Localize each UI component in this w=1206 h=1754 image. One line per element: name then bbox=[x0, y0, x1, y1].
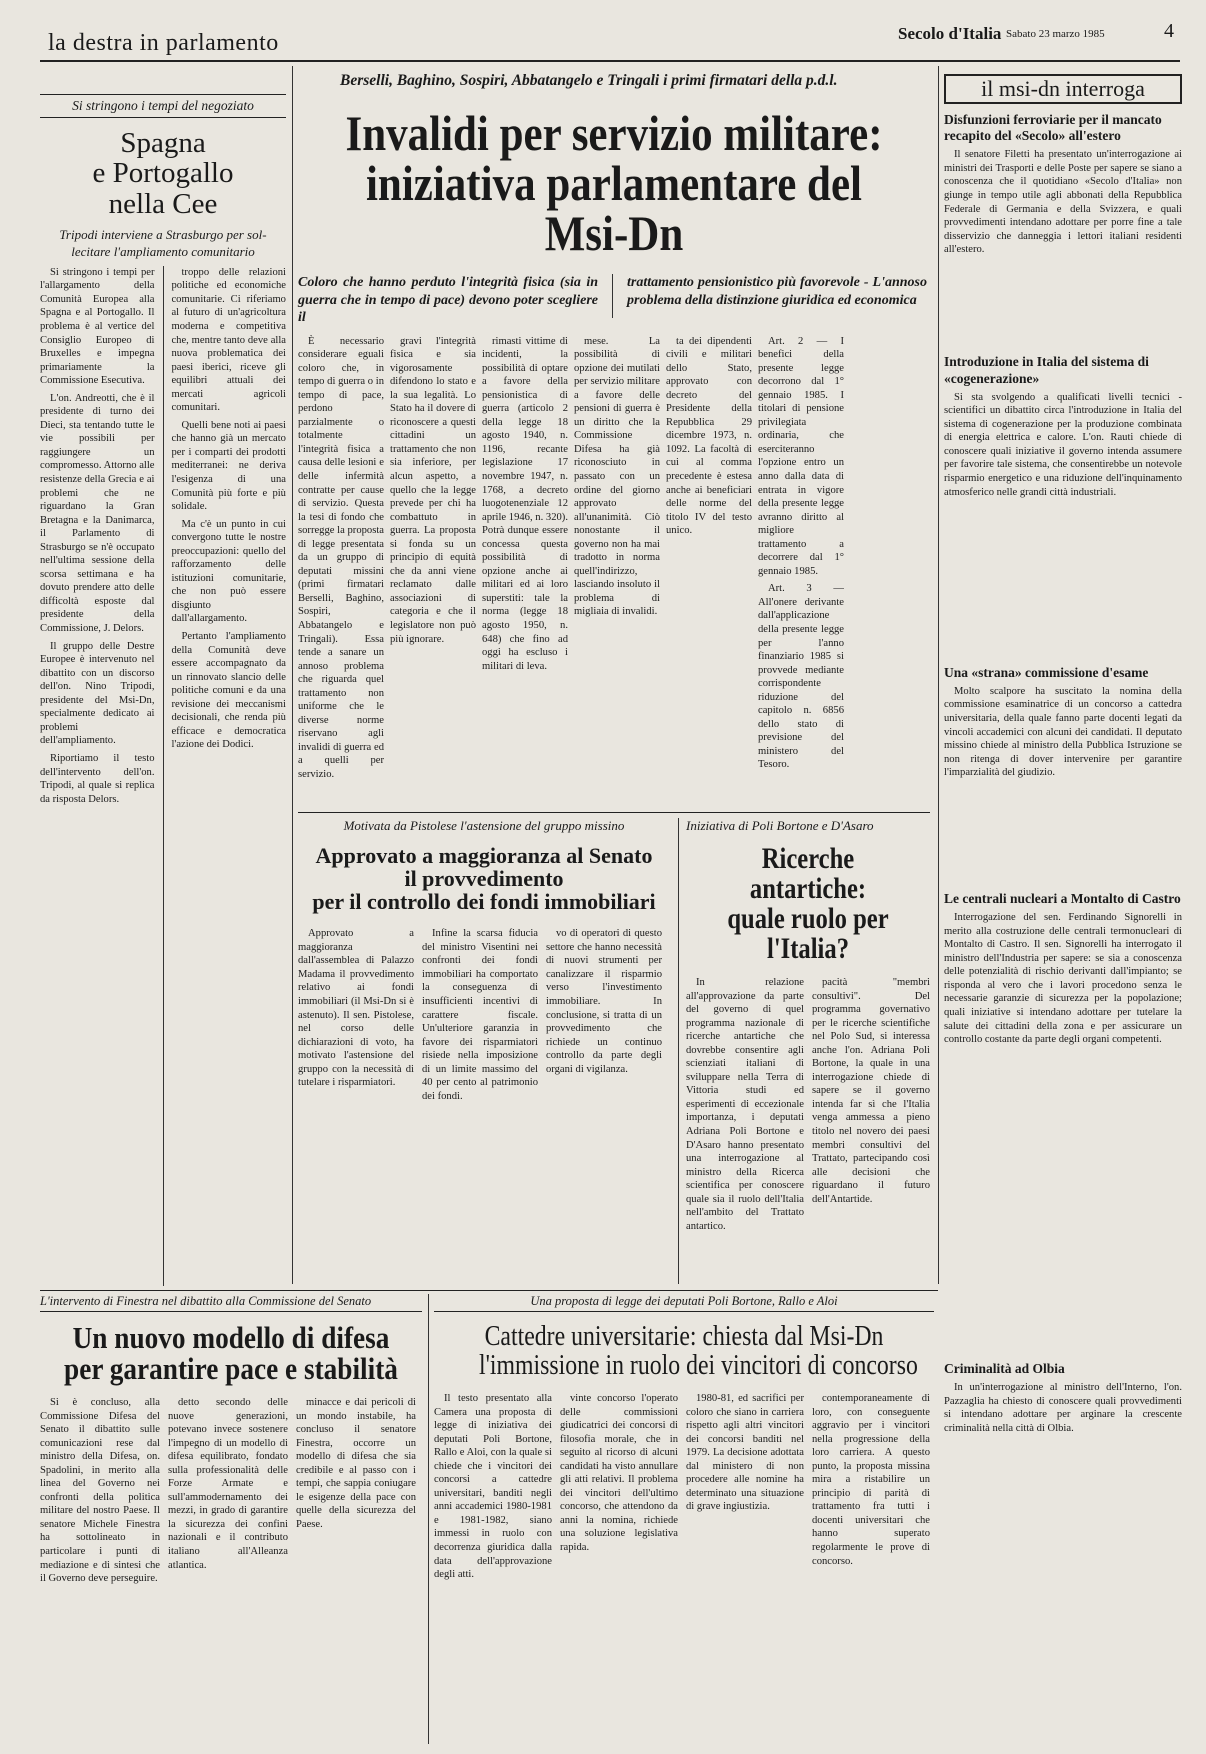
paragraph: troppo delle relazioni politiche ed economiche comunitarie. Ci riferiamo al futuro di un'agricoltura moderna e competitiva che, mentre tanto deve alla nuova problematica dei paesi iberici, riceve gli equilibri attuali dei mercati agricoli comunitari. bbox=[171, 266, 286, 414]
paragraph: Quelli bene noti ai paesi che hanno già un mercato per i comparti dei prodotti mediterranei: ne deriva l'esigenza di una Comunità più forte e più solidale. bbox=[171, 419, 286, 513]
main-article bbox=[298, 72, 930, 812]
senate-col bbox=[546, 927, 662, 1287]
paragraph: 1980-81, ed sacrifici per coloro che siano in carriera rispetto agli altri vincitori dei concorsi banditi nel 1979. La decisione adottata dal ministero di non procedere alle nomine ha determinato una situazione di grave ingiustizia. bbox=[686, 1393, 804, 1513]
university-title-line: Cattedre universitarie: chiesta dal Msi-Dn bbox=[484, 1320, 884, 1352]
main-title-line: iniziativa parlamentare del Msi-Dn bbox=[365, 155, 863, 261]
senate-article-kicker: Motivata da Pistolese l'astensione del gruppo missino bbox=[343, 818, 625, 833]
sidebar-item-title: Una «strana» commissione d'esame bbox=[944, 664, 1149, 680]
senate-title-line: per il controllo dei fondi immobiliari bbox=[312, 889, 656, 915]
left-article bbox=[40, 66, 286, 1284]
sidebar-item-text bbox=[944, 391, 1182, 655]
paragraph: Art. 3 — All'onere derivante dall'applicazione della presente legge per l'anno finanziario 1985 si provvede mediante corrispondente riduzione del capitolo n. 6856 dello stato di previsione del ministero del Tesoro. bbox=[758, 583, 844, 771]
main-col bbox=[574, 335, 660, 875]
paragraph: Il testo presentato alla Camera una proposta di legge di iniziativa dei deputati Poli Bortone, Rallo e Aloi, con la quale si chiede che i vincitori dei concorsi a cattedre universitari, banditi negli anni accademici 1980-1981 e 1981-1982, siano immessi in ruolo con decorrenza giuridica dalla data dell'approvazione degli atti. bbox=[434, 1393, 552, 1581]
paragraph: L'on. Andreotti, che è il presidente di turno dei Dieci, sta tentando tutte le vie possibili per raggiungere un compromesso. Attorno alle resistenze della Grecia e ai problemi che ne riguardano la Gran Bretagna e la Danimarca, il Parlamento di Strasburgo se n'è occupato nell'ultima sessione della scorsa settimana e ha dovuto prendere atto delle difficoltà esposte dal presidente della Commissione, J. Delors. bbox=[40, 392, 155, 635]
main-col bbox=[482, 335, 568, 875]
paragraph: È necessario considerare eguali coloro che, in tempo di guerra o in tempo di pace, perdono parzialmente o totalmente l'integrità fisica a causa delle lesioni e delle infermità contratte per cause di servizio. Questa la tesi di fondo che sorregge la proposta di legge presentata da un gruppo di deputati missini (primi firmatari Berselli, Baghino, Sospiri, Abbatangelo e Tringali). Essa tende a sanare un annoso problema che riguarda quel trattamento non uniforme che le diverse norme riservano agli invalidi di guerra ed a quelli per servizio. bbox=[298, 335, 384, 780]
antarctic-title-line: quale ruolo per l'Italia? bbox=[727, 902, 889, 965]
defense-article-kicker: L'intervento di Finestra nel dibattito alla Commissione del Senato bbox=[40, 1294, 422, 1312]
paragraph: mese. La possibilità di opzione dei mutilati per servizio militare a favore delle pensioni di guerra è un diritto che la Commissione Difesa ha già riconosciuto in passato con un ordine del giorno approvato all'unanimità. Ciò nonostante il governo non ha mai tradotto in norma quell'indirizzo, lasciando insoluto il problema di migliaia di invalidi. bbox=[574, 335, 660, 618]
paragraph: Si è concluso, alla Commissione Difesa del Senato il dibattito sulle comunicazioni rese dal ministro della Difesa, on. Spadolini, in merito alla linea del Governo nei confronti della politica militare del nostro Paese. Il senatore Michele Finestra ha sottolineato in particolare i punti di mediazione e di sintesi che il Governo deve perseguire. bbox=[40, 1397, 160, 1585]
left-article-col2 bbox=[171, 266, 286, 1286]
paragraph: Pertanto l'ampliamento della Comunità deve essere accompagnato da un rinnovato slancio delle politiche comuni e da una revisione dei meccanismi decisionali, che renda più efficace e democratica l'azione dei Dodici. bbox=[171, 631, 286, 751]
senate-article bbox=[298, 818, 670, 1284]
antarctic-article bbox=[686, 818, 930, 1284]
paragraph: In un'interrogazione al ministro dell'Interno, l'on. Pazzaglia ha chiesto di conoscere quali provvedimenti si intendano adottare per arginare la crescente criminalità nella città di Olbia. bbox=[944, 1382, 1182, 1434]
main-col bbox=[298, 335, 384, 875]
university-article-kicker: Una proposta di legge dei deputati Poli Bortone, Rallo e Aloi bbox=[434, 1294, 934, 1312]
university-article bbox=[434, 1294, 934, 1744]
paragraph: In relazione all'approvazione da parte del governo di quel programma nazionale di ricerche antartiche che dovrebbe consentire agli scienziati italiani di sviluppare nella Terra di Vittoria studi ed esperimenti di eccezionale importanza, i deputati Adriana Poli Bortone e D'Asaro hanno presentato una interrogazione al ministro della Ricerca scientifica per conoscere quale sia il ruolo dell'Italia nell'ambito del Trattato antartico. bbox=[686, 977, 804, 1232]
defense-title-line: per garantire pace e stabilità bbox=[64, 1351, 398, 1386]
main-article-kicker: Berselli, Baghino, Sospiri, Abbatangelo e Tringali i primi firmatari della p.d.l. bbox=[340, 72, 838, 89]
paragraph: Il senatore Filetti ha presentato un'interrogazione ai ministri dei Trasporti e delle Poste per sapere se siano a conoscenza che il quotidiano «Secolo d'Italia» non giunge in tempo utile agli abbonati della Repubblica Federale di Germania e della Svizzera, e quali provvedimenti intendano adottare per porre fine a tale disservizio che danneggia i lettori italiani residenti all'estero. bbox=[944, 149, 1182, 256]
antarctic-article-title bbox=[708, 844, 908, 964]
main-col bbox=[390, 335, 476, 875]
paragraph: gravi l'integrità fisica e sia vigorosamente difendono lo stato e la sua legalità. Lo Stato ha il dovere di riconoscere a questi cittadini un trattamento che non sia inferiore, per alcun aspetto, a quello che la legge prevede per chi ha combattuto in guerra. La proposta si fonda su un principio di equità che da anni viene reclamato dalle associazioni di categoria e che il legislatore non può più ignorare. bbox=[390, 335, 476, 645]
defense-col bbox=[40, 1396, 160, 1736]
paragraph: Art. 2 — I benefici della presente legge decorrono dal 1° gennaio 1985. I titolari di pensione privilegiata ordinaria, che eserciteranno l'opzione entro un anno dalla data di entrata in vigore della presente legge avranno diritto al migliore trattamento a decorrere dal 1° gennaio 1985. bbox=[758, 335, 844, 577]
newspaper-name: Secolo d'Italia bbox=[898, 24, 1002, 43]
paragraph: Approvato a maggioranza dall'assemblea di Palazzo Madama il provvedimento relativo ai fondi immobiliari (il Msi-Dn si è astenuto). Il sen. Pistolese, nel corso delle dichiarazioni di voto, ha motivato l'astensione del gruppo con la necessità di tutelare i risparmiatori. bbox=[298, 928, 414, 1089]
paragraph: pacità "membri consultivi". Del programma governativo per le ricerche scientifiche nel Polo Sud, si interessa anche l'on. Adriana Poli Bortone, la quale in una interrogazione chiede di sapere se il governo intenda far sì che l'Italia venga ammessa a pieno titolo nel novero dei paesi membri consultivi del Trattato, partecipando così alle decisioni che riguardano il futuro dell'Antartide. bbox=[812, 977, 930, 1205]
senate-title-line: il provvedimento bbox=[404, 866, 564, 892]
antarctic-article-kicker: Iniziativa di Poli Bortone e D'Asaro bbox=[686, 818, 874, 833]
main-article-title bbox=[342, 105, 886, 261]
university-col bbox=[560, 1392, 678, 1732]
defense-article bbox=[40, 1294, 422, 1744]
paragraph: Si stringono i tempi per l'allargamento della Comunità Europea alla Spagna e al Portogallo. Il problema è al vertice del Consiglio Europeo di Bruxelles e impegna primariamente la Commissione Esecutiva. bbox=[40, 266, 155, 387]
sidebar-box-title: il msi-dn interroga bbox=[944, 74, 1182, 104]
paragraph: rimasti vittime di incidenti, la possibilità di optare a favore della pensionistica di guerra (articolo 2 della legge 18 agosto 1940, n. 1196, recante legislazione 17 novembre 1947, n. 1768, a decreto luogotenenziale 12 aprile 1946, n. 320). Potrà dunque essere concessa questa possibilità di opzione anche ai militari ed ai loro superstiti: tale la norma (legge 18 agosto 1950, n. 648) che fino ad oggi ha escluso i militari di leva. bbox=[482, 335, 568, 672]
sidebar bbox=[944, 74, 1182, 1744]
section-title: la destra in parlamento bbox=[48, 30, 279, 56]
paragraph: minacce e dai pericoli di un mondo instabile, ha concluso il senatore Finestra, occorre un modello di difesa che sia credibile e al passo con i tempi, che sappia coniugare le esigenze della pace con quelle della sicurezza del Paese. bbox=[296, 1397, 416, 1530]
university-col bbox=[686, 1392, 804, 1732]
paragraph: contemporaneamente di loro, con conseguente aggravio per i vincitori nella progressione della loro carriera. A questo punto, la proposta missina mira a ristabilire un principio di parità di trattamento fra tutti i docenti universitari che hanno superato regolarmente le prove di concorso. bbox=[812, 1393, 930, 1567]
defense-col bbox=[168, 1396, 288, 1736]
sidebar-item-title: Disfunzioni ferroviarie per il mancato recapito del «Secolo» all'estero bbox=[944, 112, 1162, 144]
main-col bbox=[758, 335, 844, 875]
paragraph: Ma c'è un punto in cui convergono tutte le nostre preoccupazioni: quello del rafforzamento delle istituzioni comunitarie, che non può essere disgiunto dall'allargamento. bbox=[171, 518, 286, 625]
senate-col bbox=[298, 927, 414, 1287]
university-col bbox=[812, 1392, 930, 1732]
left-article-title bbox=[40, 128, 286, 219]
university-article-title bbox=[479, 1320, 918, 1381]
main-title-line: Invalidi per servizio militare: bbox=[345, 105, 883, 161]
paragraph: Si sta svolgendo a qualificati livelli tecnici - scientifici un dibattito circa l'introduzione in Italia del sistema di cogenerazione per la produzione combinata di energia elettrica e calore. L'on. Rauti chiede di conoscere quali iniziative il governo intenda assumere per favorire tale sistema, che consentirebbe un notevole risparmio energetico e una riduzione dell'inquinamento atmosferico nelle grandi città industriali. bbox=[944, 391, 1182, 498]
paragraph: Interrogazione del sen. Ferdinando Signorelli in merito alla costruzione delle centrali termonucleari di Montalto di Castro. Il sen. Signorelli ha interrogato il ministro dell'Industria per sapere: se sia a conoscenza delle potenzialità di rischio derivanti dall'impianto; se risponda al vero che i lavori procedono senza le necessarie garanzie di sicurezza per la popolazione; quali iniziative si intendano adottare per tutelare la salute dei cittadini della zona e per assicurare un controllo costante da parte degli organi competenti. bbox=[944, 912, 1182, 1046]
paragraph: Molto scalpore ha suscitato la nomina della commissione esaminatrice di un concorso a cattedra universitaria, della quale fanno parte docenti legati da vincoli accademici con alcuni dei candidati. Il deputato missino chiede al ministro della Pubblica Istruzione se non ritenga di dover intervenire per garantire l'imparzialità del giudizio. bbox=[944, 685, 1182, 779]
paragraph: detto secondo delle nuove generazioni, potevano invece sostenere l'impegno di un modello di difesa equilibrato, fondato sulla professionalità delle Forze Armate e sull'ammodernamento dei mezzi, in grado di garantire la sicurezza dei confini nazionali e il contributo italiano all'Alleanza atlantica. bbox=[168, 1397, 288, 1571]
university-title-line: l'immissione in ruolo dei vincitori di concorso bbox=[479, 1349, 918, 1381]
left-article-subtitle: Tripodi interviene a Strasburgo per sollecitare l'ampliamento comunitario bbox=[59, 227, 267, 259]
antarctic-col bbox=[812, 976, 930, 1336]
senate-article-title bbox=[298, 844, 670, 913]
senate-col bbox=[422, 927, 538, 1287]
paragraph: Riportiamo il testo dell'intervento dell'on. Tripodi, al quale si replica da risposta Delors. bbox=[40, 752, 155, 805]
paragraph: Il gruppo delle Destre Europee è intervenuto nel dibattito con un discorso dell'on. Nino Tripodi, presidente del Msi-Dn, specialmente dedicato ai problemi dell'ampliamento. bbox=[40, 640, 155, 747]
paragraph: Infine la scarsa fiducia del ministro Visentini nei confronti dei fondi immobiliari ha comportato la conseguenza di insufficienti incentivi di carattere fiscale. Un'ulteriore garanzia in favore dei risparmiatori risiede nella imposizione di un limite massimo del 40 per cento al patrimonio dei fondi. bbox=[422, 928, 538, 1102]
sidebar-item-title: Le centrali nucleari a Montalto di Castro bbox=[944, 890, 1181, 906]
sidebar-item-title: Introduzione in Italia del sistema di «cogenerazione» bbox=[944, 354, 1149, 386]
sidebar-item-text bbox=[944, 1381, 1182, 1491]
left-title-line: Spagna bbox=[120, 127, 206, 159]
issue-date: Sabato 23 marzo 1985 bbox=[1006, 28, 1105, 40]
paragraph: vo di operatori di questo settore che hanno necessità di nuovi strumenti per canalizzare il risparmio verso l'investimento immobiliare. In conclusione, si tratta di un provvedimento che richiede un continuo controllo da parte degli organi di vigilanza. bbox=[546, 928, 662, 1075]
sidebar-item-text bbox=[944, 911, 1182, 1351]
defense-col bbox=[296, 1396, 416, 1736]
sidebar-item-title: Criminalità ad Olbia bbox=[944, 1361, 1065, 1377]
paragraph: ta dei dipendenti civili e militari dello Stato, approvato con decreto del Presidente della Repubblica 29 dicembre 1973, n. 1092. La facoltà di cui al comma precedente è estesa anche ai beneficiari delle norme del titolo IV del testo unico. bbox=[666, 335, 752, 537]
left-article-col1 bbox=[40, 266, 155, 1286]
left-title-line: nella Cee bbox=[108, 187, 218, 220]
sidebar-item-text bbox=[944, 685, 1182, 881]
antarctic-title-line: Ricerche antartiche: bbox=[749, 842, 867, 905]
paragraph: vinte concorso l'operato delle commissioni giudicatrici dei concorsi di filosofia morale, che in seguito al ricorso di alcuni candidati ha visto annullare gli atti relativi. Il problema dei vincitori dell'ultimo concorso, che attendono da anni la nomina, richiede una soluzione legislativa rapida. bbox=[560, 1393, 678, 1554]
page-number: 4 bbox=[1164, 20, 1174, 42]
left-article-kicker: Si stringono i tempi del negoziato bbox=[40, 94, 286, 118]
antarctic-col bbox=[686, 976, 804, 1336]
main-article-subtitle-left: Coloro che hanno perduto l'integrità fisica (sia in guerra che in tempo di pace) devono poter scegliere il bbox=[298, 275, 598, 325]
left-title-line: e Portogallo bbox=[92, 157, 234, 190]
senate-title-line: Approvato a maggioranza al Senato bbox=[315, 843, 653, 868]
sidebar-item-text bbox=[944, 148, 1182, 344]
defense-article-title bbox=[63, 1322, 399, 1384]
university-col bbox=[434, 1392, 552, 1732]
defense-title-line: Un nuovo modello di difesa bbox=[72, 1320, 390, 1355]
main-article-subtitle-right: trattamento pensionistico più favorevole - L'annoso problema della distinzione giuridica ed economica bbox=[627, 275, 927, 308]
main-col bbox=[666, 335, 752, 875]
